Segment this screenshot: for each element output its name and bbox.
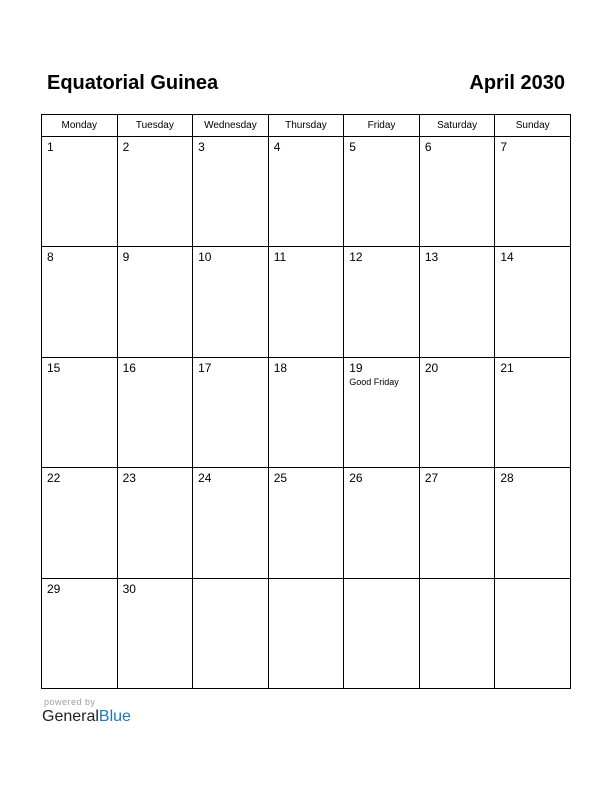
- weekday-header-row: [42, 115, 571, 137]
- day-number: 2: [122, 140, 130, 154]
- day-cell[interactable]: [42, 357, 118, 467]
- day-cell[interactable]: [42, 137, 118, 247]
- day-number: 20: [424, 360, 439, 375]
- day-number: 5: [349, 140, 356, 154]
- day-number: [344, 579, 419, 582]
- day-number: 28: [500, 471, 514, 486]
- day-number: 22: [47, 471, 61, 486]
- day-cell[interactable]: [117, 578, 193, 688]
- day-cell[interactable]: [344, 247, 420, 357]
- day-cell[interactable]: [495, 247, 571, 357]
- week-row: [42, 137, 571, 247]
- day-number: [420, 579, 495, 582]
- day-cell[interactable]: [495, 468, 571, 578]
- day-number: 30: [122, 581, 136, 596]
- day-cell[interactable]: [344, 468, 420, 578]
- day-cell[interactable]: [495, 137, 571, 247]
- day-cell[interactable]: [117, 468, 193, 578]
- day-cell[interactable]: [117, 247, 193, 357]
- generalblue-logo[interactable]: [42, 708, 131, 726]
- logo-text-general: General: [42, 708, 99, 725]
- day-number: 18: [273, 360, 288, 375]
- day-cell[interactable]: [117, 137, 193, 247]
- day-number: 27: [424, 471, 439, 486]
- day-number: 13: [424, 250, 439, 265]
- day-cell[interactable]: [419, 247, 495, 357]
- week-row: [42, 357, 571, 467]
- day-cell[interactable]: [419, 468, 495, 578]
- day-number: 11: [273, 250, 287, 265]
- day-number: 23: [122, 471, 136, 486]
- day-number: 26: [349, 471, 363, 486]
- day-number: [269, 579, 344, 582]
- weekday-header: Friday: [344, 115, 420, 137]
- day-cell[interactable]: [42, 468, 118, 578]
- day-cell: [344, 578, 420, 688]
- day-number: 17: [198, 360, 212, 375]
- day-cell[interactable]: [419, 357, 495, 467]
- day-number: [193, 579, 268, 582]
- day-cell[interactable]: [344, 357, 420, 467]
- day-number: 3: [198, 140, 205, 154]
- holiday-label: Good Friday: [349, 376, 399, 387]
- day-cell[interactable]: [117, 357, 193, 467]
- week-row: [42, 468, 571, 578]
- day-number: 7: [500, 140, 508, 154]
- day-number: 21: [500, 360, 514, 375]
- day-cell: [419, 578, 495, 688]
- day-number: 8: [47, 250, 54, 265]
- day-cell[interactable]: [193, 247, 269, 357]
- day-cell: [268, 578, 344, 688]
- page-title-country: Equatorial Guinea: [47, 72, 219, 94]
- day-cell[interactable]: [495, 357, 571, 467]
- day-cell: [193, 578, 269, 688]
- day-cell[interactable]: [42, 578, 118, 688]
- day-cell[interactable]: [193, 137, 269, 247]
- logo-text-blue: Blue: [98, 708, 131, 725]
- day-number: 6: [424, 140, 432, 154]
- day-number: 29: [47, 581, 61, 596]
- day-cell[interactable]: [344, 137, 420, 247]
- day-cell[interactable]: [268, 357, 344, 467]
- day-cell[interactable]: [268, 137, 344, 247]
- day-number: 14: [500, 250, 514, 265]
- day-cell[interactable]: [42, 247, 118, 357]
- day-cell[interactable]: [268, 247, 344, 357]
- day-cell[interactable]: [193, 357, 269, 467]
- weekday-header: Monday: [42, 115, 118, 137]
- day-number: 12: [349, 250, 363, 265]
- day-cell[interactable]: [268, 468, 344, 578]
- week-row: [42, 247, 571, 357]
- day-cell: [495, 578, 571, 688]
- weekday-header: Sunday: [495, 115, 571, 137]
- powered-by-label: powered by: [44, 697, 96, 707]
- day-number: 9: [122, 250, 130, 265]
- weekday-header: Thursday: [268, 115, 344, 137]
- day-cell[interactable]: [419, 137, 495, 247]
- weekday-header: Saturday: [419, 115, 495, 137]
- day-cell[interactable]: [193, 468, 269, 578]
- page-title-month: April 2030: [469, 72, 565, 94]
- day-number: 4: [273, 140, 281, 154]
- day-number: 10: [198, 250, 212, 265]
- calendar-grid: [41, 114, 571, 689]
- day-number: 1: [47, 140, 54, 154]
- day-number: [495, 579, 570, 582]
- weekday-header: Tuesday: [117, 115, 193, 137]
- day-number: 24: [198, 471, 212, 486]
- day-number: 15: [47, 360, 61, 375]
- week-row: [42, 578, 571, 688]
- weekday-header: Wednesday: [193, 115, 269, 137]
- day-number: 16: [122, 360, 136, 375]
- day-number: 25: [273, 471, 288, 486]
- day-number: 19: [349, 360, 363, 375]
